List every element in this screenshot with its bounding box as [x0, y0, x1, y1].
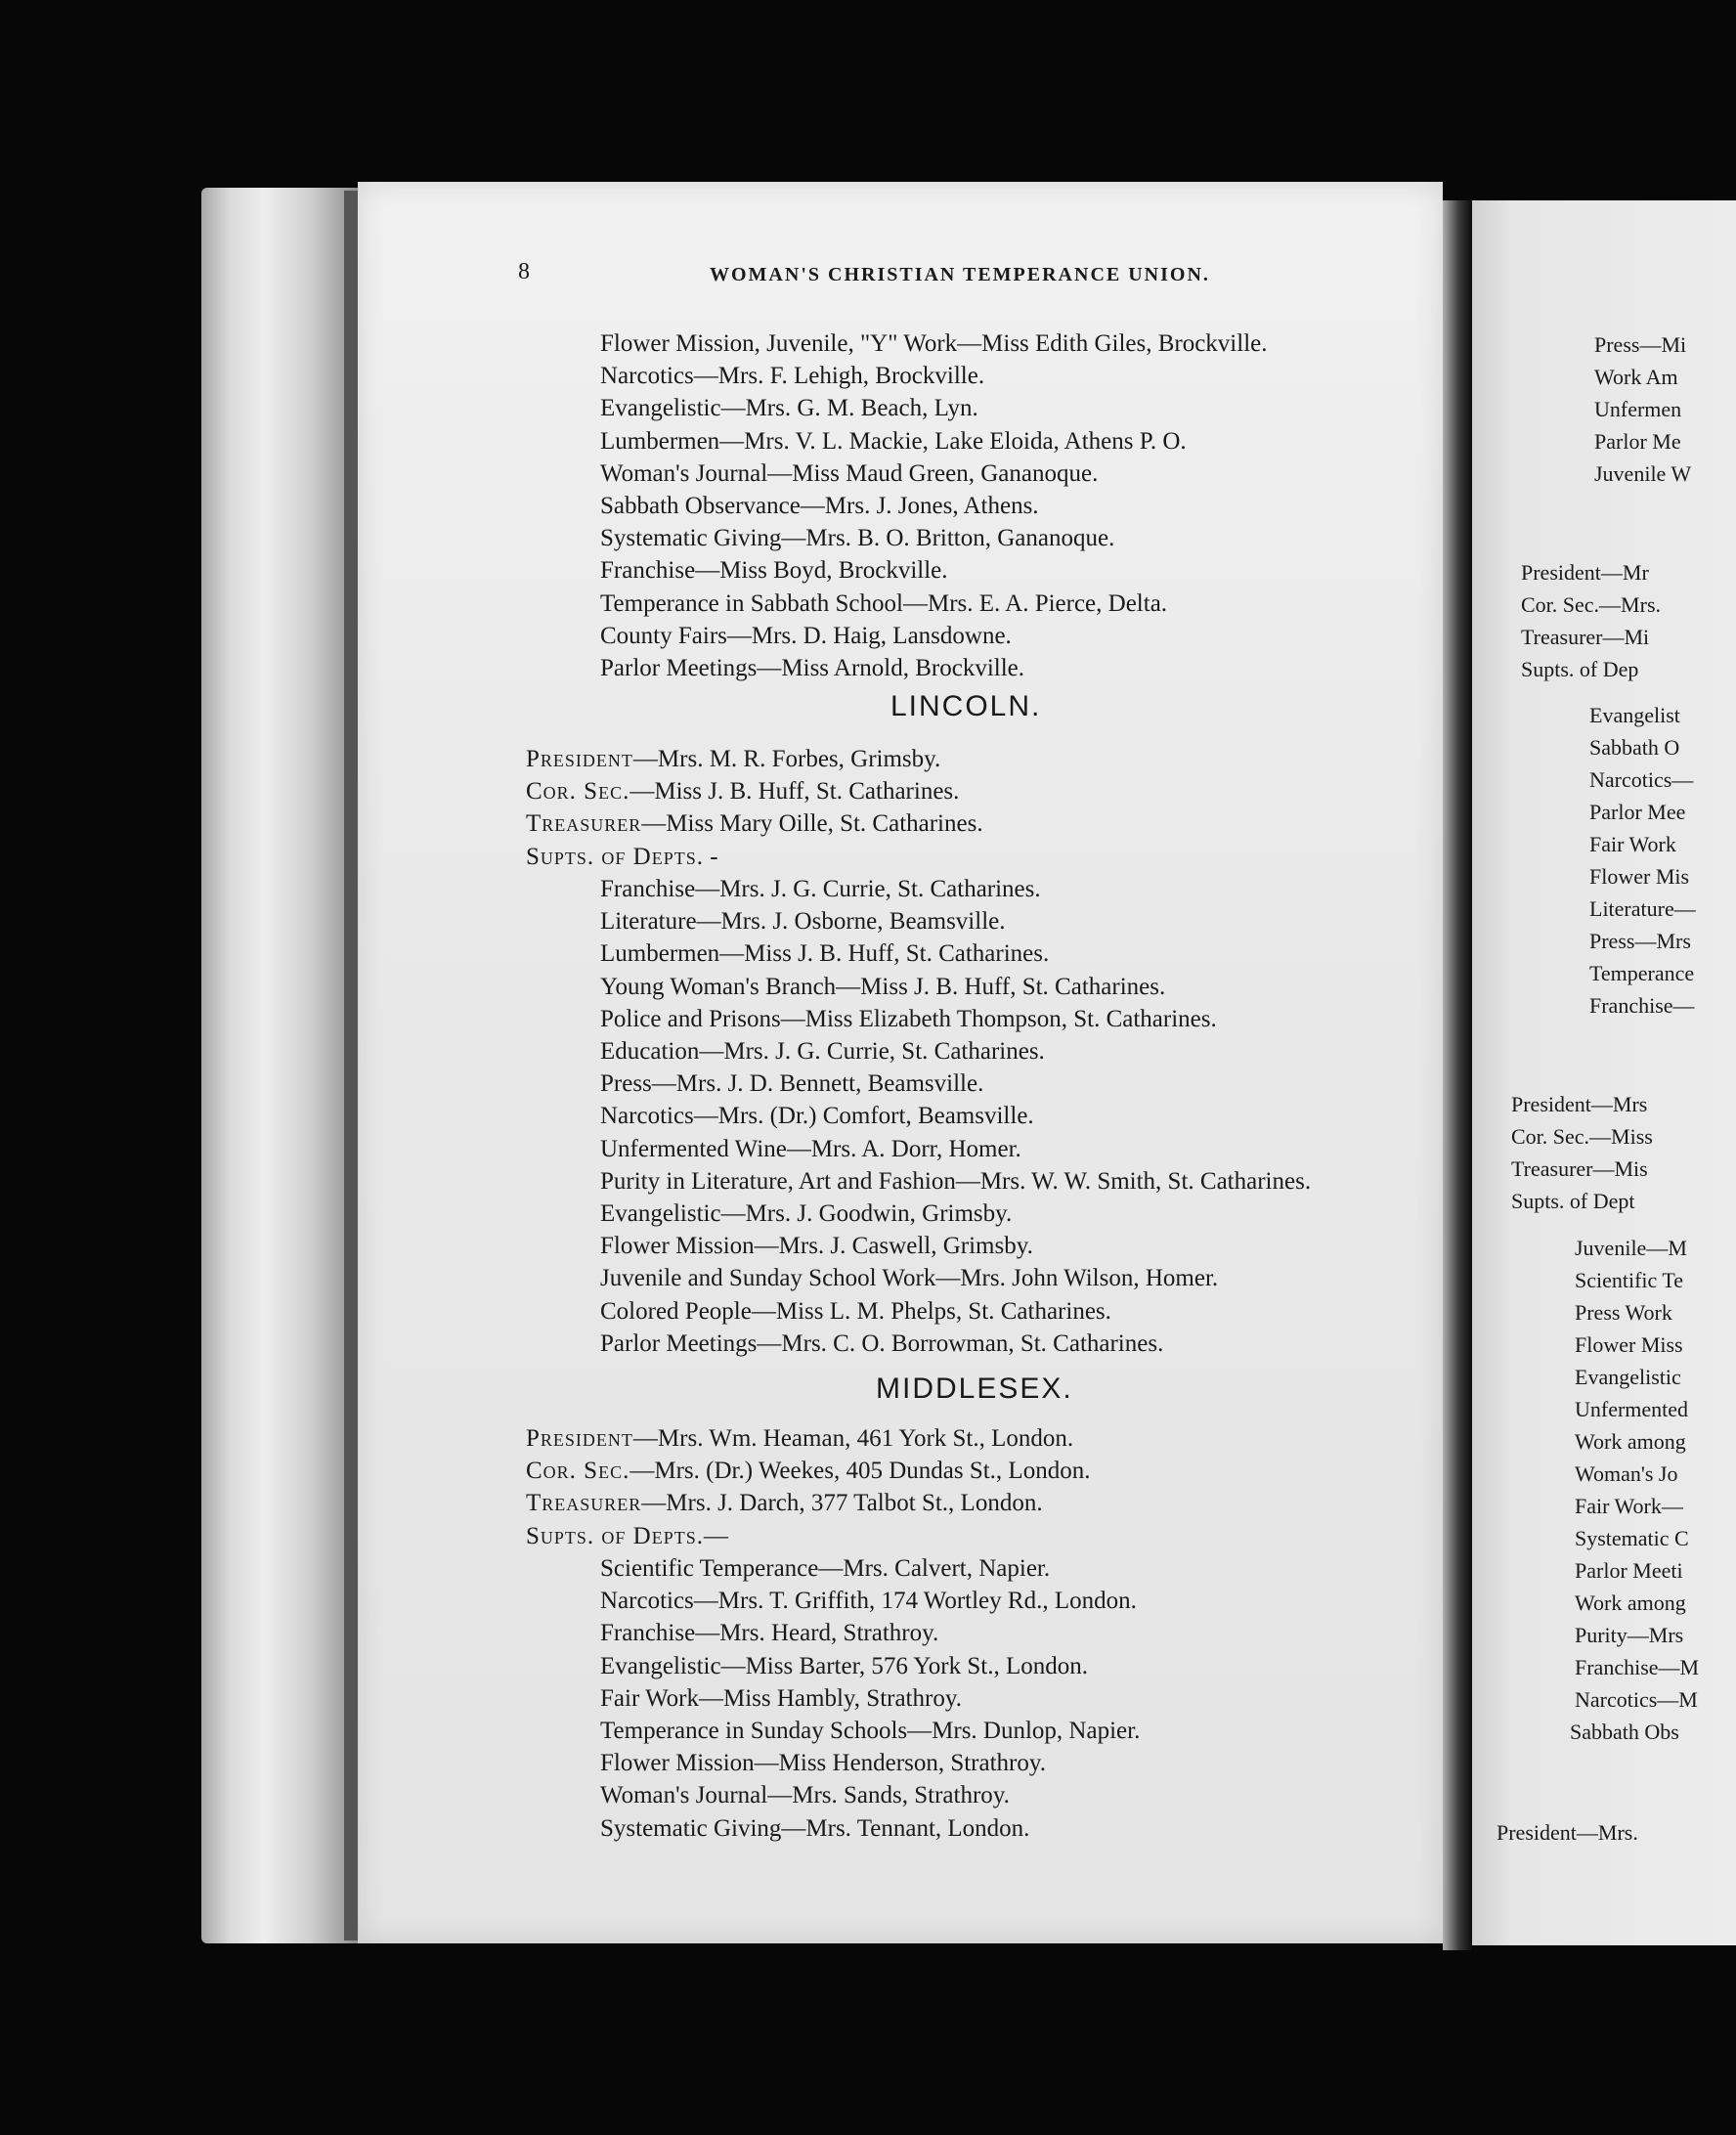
dept-line: Evangelistic—Mrs. G. M. Beach, Lyn.: [600, 395, 978, 422]
dept-line: Franchise—Miss Boyd, Brockville.: [600, 557, 948, 585]
dept-line: Woman's Journal—Mrs. Sands, Strathroy.: [600, 1782, 1010, 1809]
right-page-line: Franchise—M: [1575, 1655, 1700, 1679]
officer-role: Supts. of Depts.: [526, 1522, 704, 1549]
right-page-line: President—Mrs: [1511, 1092, 1648, 1116]
right-page-line: Unfermented: [1575, 1397, 1689, 1421]
dept-line: Colored People—Miss L. M. Phelps, St. Catharines.: [600, 1297, 1111, 1325]
officer-role: Supts. of Depts.: [526, 843, 704, 870]
dept-line: Lumbermen—Mrs. V. L. Mackie, Lake Eloida, Athens P. O.: [600, 427, 1187, 455]
dept-line: Franchise—Mrs. J. G. Currie, St. Catharines.: [600, 876, 1041, 902]
right-page-line: Supts. of Dept: [1511, 1189, 1635, 1213]
right-page-line: Press—Mrs: [1589, 929, 1691, 953]
right-page-line: Treasurer—Mis: [1511, 1156, 1648, 1181]
officer-name: —Mrs. Wm. Heaman, 461 York St., London.: [632, 1425, 1074, 1452]
right-page-line: Flower Mis: [1589, 864, 1690, 889]
dept-line: Narcotics—Mrs. (Dr.) Comfort, Beamsville.: [600, 1103, 1034, 1130]
left-page: [358, 182, 1443, 1943]
right-page-line: Work Am: [1594, 365, 1678, 389]
officer-line: [526, 1523, 728, 1550]
officer-role: Treasurer: [526, 1490, 642, 1517]
binding-shadow: [344, 191, 358, 1940]
right-page-line: President—Mr: [1521, 560, 1649, 585]
right-page-line: Fair Work—: [1575, 1494, 1683, 1518]
officer-line: [526, 746, 940, 773]
officer-role: Treasurer: [526, 810, 642, 838]
right-page-line: Sabbath Obs: [1570, 1720, 1679, 1744]
dept-line: Evangelistic—Mrs. J. Goodwin, Grimsby.: [600, 1200, 1013, 1227]
officer-name: -: [704, 843, 718, 870]
dept-line: Parlor Meetings—Mrs. C. O. Borrowman, St. Catharines.: [600, 1329, 1164, 1357]
right-page-line: Cor. Sec.—Mrs.: [1521, 592, 1661, 617]
officer-name: —Mrs. M. R. Forbes, Grimsby.: [632, 746, 941, 772]
right-page-line: Work among: [1575, 1429, 1686, 1454]
right-page-line: Flower Miss: [1575, 1332, 1683, 1357]
section-title-lincoln: LINCOLN.: [890, 690, 1042, 722]
right-page-line: Temperance: [1589, 961, 1695, 985]
right-page-line: Press—Mi: [1594, 332, 1687, 357]
dept-line: Narcotics—Mrs. F. Lehigh, Brockville.: [600, 363, 985, 390]
dept-line: Juvenile and Sunday School Work—Mrs. John Wilson, Homer.: [600, 1265, 1219, 1292]
page-gutter: [1443, 200, 1472, 1950]
right-page-partial: [1472, 200, 1736, 1945]
page-number: 8: [518, 259, 530, 284]
officer-role: President: [526, 1425, 633, 1452]
right-page-line: Woman's Jo: [1575, 1461, 1678, 1486]
right-page-line: Evangelistic: [1575, 1365, 1681, 1389]
officer-role: Cor. Sec.: [526, 778, 630, 806]
officer-name: —Miss Mary Oille, St. Catharines.: [641, 810, 983, 838]
dept-line: Scientific Temperance—Mrs. Calvert, Napier.: [600, 1555, 1051, 1582]
officer-name: —Mrs. (Dr.) Weekes, 405 Dundas St., London.: [629, 1458, 1091, 1485]
dept-line: Fair Work—Miss Hambly, Strathroy.: [600, 1684, 962, 1712]
dept-line: Literature—Mrs. J. Osborne, Beamsville.: [600, 908, 1006, 936]
right-page-line: Purity—Mrs: [1575, 1623, 1684, 1647]
dept-line: Education—Mrs. J. G. Currie, St. Catharines.: [600, 1038, 1045, 1065]
right-page-line: Narcotics—: [1589, 767, 1694, 792]
right-page-line: Parlor Me: [1594, 429, 1681, 454]
officer-line: [526, 810, 983, 838]
dept-line: Temperance in Sabbath School—Mrs. E. A. Pierce, Delta.: [600, 589, 1168, 617]
dept-line: Sabbath Observance—Mrs. J. Jones, Athens.: [600, 493, 1039, 519]
right-page-line: Literature—: [1589, 896, 1696, 921]
right-page-line: Press Work: [1575, 1300, 1672, 1325]
dept-line: Flower Mission, Juvenile, "Y" Work—Miss Edith Giles, Brockville.: [600, 330, 1268, 357]
right-page-line: Sabbath O: [1589, 735, 1680, 760]
dept-line: Systematic Giving—Mrs. B. O. Britton, Gananoque.: [600, 525, 1115, 552]
right-page-line: Unfermen: [1594, 397, 1682, 421]
dept-line: Flower Mission—Miss Henderson, Strathroy.: [600, 1750, 1047, 1777]
officer-line: [526, 1490, 1043, 1517]
right-page-line: President—Mrs.: [1497, 1820, 1638, 1845]
dept-line: Systematic Giving—Mrs. Tennant, London.: [600, 1814, 1030, 1842]
officer-line: [526, 1458, 1090, 1485]
dept-line: Unfermented Wine—Mrs. A. Dorr, Homer.: [600, 1135, 1021, 1162]
right-page-line: Parlor Meeti: [1575, 1558, 1683, 1583]
officer-line: [526, 844, 718, 871]
right-page-line: Fair Work: [1589, 832, 1676, 856]
right-page-line: Scientific Te: [1575, 1268, 1684, 1292]
right-page-line: Narcotics—M: [1575, 1687, 1698, 1712]
officer-name: —Mrs. J. Darch, 377 Talbot St., London.: [641, 1490, 1043, 1517]
dept-line: Young Woman's Branch—Miss J. B. Huff, St. Catharines.: [600, 973, 1166, 1000]
officer-name: —Miss J. B. Huff, St. Catharines.: [629, 778, 960, 806]
dept-line: Narcotics—Mrs. T. Griffith, 174 Wortley Rd., London.: [600, 1588, 1137, 1615]
dept-line: Temperance in Sunday Schools—Mrs. Dunlop, Napier.: [600, 1718, 1141, 1744]
right-page-line: Juvenile—M: [1575, 1236, 1687, 1260]
dept-line: Police and Prisons—Miss Elizabeth Thompson, St. Catharines.: [600, 1005, 1217, 1032]
officer-line: [526, 1425, 1073, 1453]
dept-line: Lumbermen—Miss J. B. Huff, St. Catharines.: [600, 940, 1050, 968]
right-page-line: Work among: [1575, 1590, 1686, 1615]
section-title-middlesex: MIDDLESEX.: [876, 1372, 1073, 1405]
right-page-line: Franchise—: [1589, 993, 1695, 1018]
dept-line: Evangelistic—Miss Barter, 576 York St., London.: [600, 1652, 1088, 1679]
dept-line: Purity in Literature, Art and Fashion—Mrs. W. W. Smith, St. Catharines.: [600, 1167, 1312, 1195]
right-page-line: Supts. of Dep: [1521, 657, 1639, 681]
running-title: WOMAN'S CHRISTIAN TEMPERANCE UNION.: [710, 264, 1210, 285]
right-page-line: Systematic C: [1575, 1526, 1689, 1550]
dept-line: Parlor Meetings—Miss Arnold, Brockville.: [600, 655, 1024, 681]
book-spine-left-edge: [201, 188, 358, 1943]
dept-line: County Fairs—Mrs. D. Haig, Lansdowne.: [600, 622, 1012, 649]
dept-line: Flower Mission—Mrs. J. Caswell, Grimsby.: [600, 1233, 1033, 1260]
right-page-line: Juvenile W: [1594, 461, 1692, 486]
right-page-line: Parlor Mee: [1589, 800, 1686, 824]
officer-role: Cor. Sec.: [526, 1458, 630, 1485]
right-page-line: Cor. Sec.—Miss: [1511, 1124, 1653, 1149]
right-page-line: Treasurer—Mi: [1521, 625, 1650, 649]
officer-name: —: [704, 1522, 728, 1549]
dept-line: Press—Mrs. J. D. Bennett, Beamsville.: [600, 1070, 984, 1098]
officer-role: President: [526, 746, 633, 772]
dept-line: Franchise—Mrs. Heard, Strathroy.: [600, 1620, 939, 1647]
officer-line: [526, 778, 959, 806]
dept-line: Woman's Journal—Miss Maud Green, Gananoque.: [600, 459, 1099, 487]
right-page-line: Evangelist: [1589, 703, 1680, 727]
